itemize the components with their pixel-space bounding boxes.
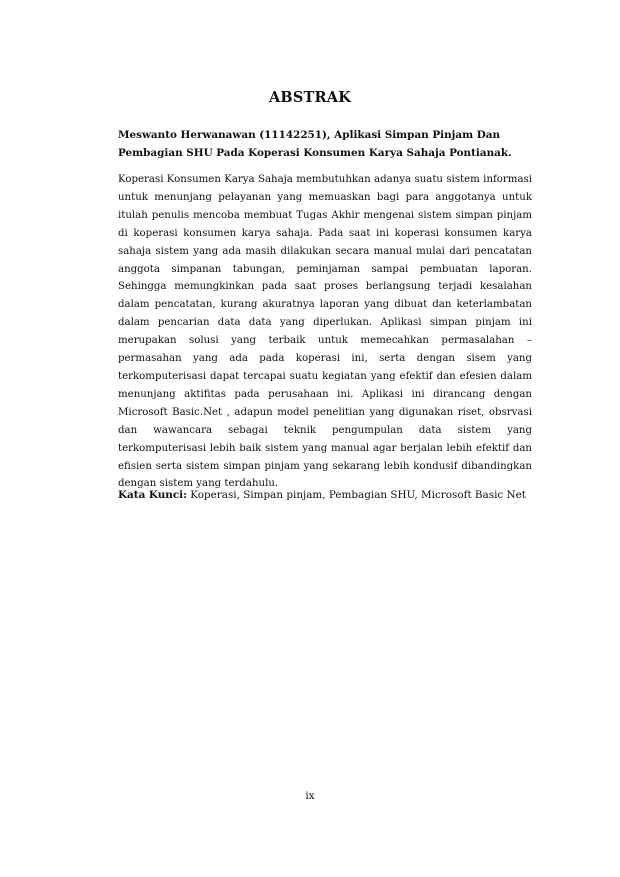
keywords-line: [118, 486, 538, 504]
abstract-paragraph: Koperasi Konsumen Karya Sahaja membutuhkan adanya suatu sistem informasi untuk menunjang pelayanan yang memuaskan bagi para anggotanya untuk itulah penulis mencoba membuat Tugas Akhir mengenai sistem simpan pinjam di koperasi konsumen karya sahaja. Pada saat ini koperasi konsumen karya sahaja sistem yang ada masih dilakukan secara manual mulai dari pencatatan anggota simpanan tabungan, peminjaman sampai pembuatan laporan. Sehingga memungkinkan pada saat proses berlangsung terjadi kesalahan dalam pencatatan, kurang akuratnya laporan yang dibuat dan keterlambatan dalam pencarian data data yang diperlukan. Aplikasi simpan pinjam ini merupakan solusi yang terbaik untuk memecahkan permasalahan – permasahan yang ada pada koperasi ini, serta dengan sisem yang terkomputerisasi dapat tercapai suatu kegiatan yang efektif dan efesien dalam menunjang aktifitas pada perusahaan ini. Aplikasi ini dirancang dengan Microsoft Basic.Net , adapun model penelitian yang digunakan riset, obsrvasi dan wawancara sebagai teknik pengumpulan data sistem yang terkomputerisasi lebih baik sistem yang manual agar berjalan lebih efektif dan efisien serta sistem simpan pinjam yang sekarang lebih kondusif dibandingkan dengan sistem yang terdahulu.: [118, 174, 532, 490]
page-title: ABSTRAK: [268, 89, 352, 106]
author-line-2: Pembagian SHU Pada Koperasi Konsumen Karya Sahaja Pontianak.: [118, 147, 512, 159]
author-line-1: Meswanto Herwanawan (11142251), Aplikasi Simpan Pinjam Dan: [118, 129, 501, 141]
keywords-text: Koperasi, Simpan pinjam, Pembagian SHU, Microsoft Basic Net: [186, 489, 526, 501]
page-number: ix: [305, 790, 315, 802]
keywords-label: Kata Kunci:: [118, 489, 187, 501]
author-citation: [118, 126, 538, 162]
